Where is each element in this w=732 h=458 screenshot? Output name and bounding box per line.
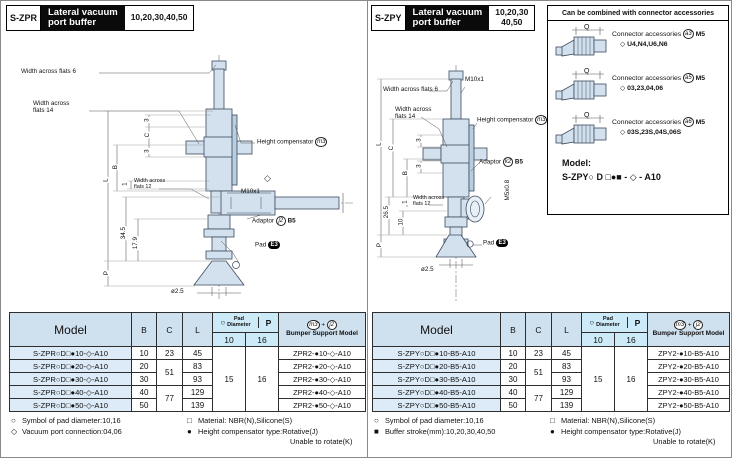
series-title-line1: Lateral vacuum (412, 6, 483, 18)
accessory-codes: 03S,23S,04S,06S (627, 128, 682, 136)
header-szpy (371, 5, 535, 31)
dim-C: C (388, 145, 396, 151)
series-sizes-line2: 40,50 (501, 17, 523, 27)
dim-1: 1 (401, 200, 409, 204)
p10-cell: 15 (213, 347, 246, 412)
series-code: S-ZPR (6, 5, 41, 31)
dim-P: P (375, 243, 383, 248)
note-text: Height compensator type:Rotative(J) (198, 426, 318, 436)
accessory-text (612, 23, 705, 50)
szpr-drawing (9, 49, 366, 307)
flats12-line2: flats 12 (134, 183, 152, 190)
accessory-label: Connector accessories (612, 30, 682, 38)
note-symbol: ○ (11, 416, 16, 425)
connector-fitting-drawing (554, 111, 612, 151)
note-symbol: ● (187, 426, 192, 436)
vacuum-port-symbol: ◇ (264, 173, 271, 183)
col-header-pad-diameter (213, 313, 279, 333)
p10-cell: 15 (582, 347, 615, 412)
series-title-line1: Lateral vacuum (48, 6, 118, 18)
dim-3a: 3 (415, 138, 423, 142)
accessory-item (548, 21, 728, 65)
ref-k2: k2 (504, 159, 512, 165)
ref-a6: a6 (685, 119, 692, 125)
pad-label (483, 239, 508, 248)
model-label: Model: (562, 158, 591, 168)
col-header-l: L (552, 313, 582, 347)
accessory-codes: 03,23,04,06 (627, 84, 664, 92)
note-text: Material: NBR(N),Silicone(S) (561, 416, 656, 425)
ref-j2: j2 (327, 320, 337, 330)
col-header-model: Model (373, 313, 501, 347)
center-divider (367, 1, 368, 458)
col-header-d10: 10 (582, 333, 615, 347)
series-title-line2: port buffer (412, 17, 461, 28)
l-cell: 139 (183, 399, 213, 412)
table-row (10, 386, 366, 399)
footnote (187, 416, 365, 427)
ref-m3: m3 (675, 322, 685, 329)
accessory-label: Connector accessories (612, 74, 682, 82)
adaptor-code: B5 (287, 217, 296, 225)
model-cell: S-ZPR○D□●20-◇-A10 (10, 360, 132, 373)
plus-sign: + (321, 322, 325, 330)
bumper-cell: ZPR2-●30-◇-A10 (279, 373, 366, 386)
thread2-label: M5x0.8 (504, 179, 512, 201)
spec-table-szpy (372, 312, 729, 412)
ordering-model (548, 153, 728, 184)
note-symbol: ● (550, 426, 555, 436)
l-cell: 129 (552, 386, 582, 399)
ref-a5: a5 (685, 75, 692, 81)
series-title (406, 5, 490, 31)
note-symbol: ■ (374, 426, 379, 436)
bumper-cell: ZPR2-●20-◇-A10 (279, 360, 366, 373)
l-cell: 139 (552, 399, 582, 412)
accessory-text (612, 67, 705, 94)
col-header-c: C (157, 313, 183, 347)
diagram-szpy (369, 49, 546, 307)
table-row (10, 373, 366, 386)
badge-e3: E3 (496, 239, 508, 247)
dim-17-9: 17.9 (131, 237, 139, 250)
note-text: Buffer stroke(mm):10,20,30,40,50 (385, 426, 496, 436)
table-row (373, 347, 730, 360)
model-cell: S-ZPR○D□●30-◇-A10 (10, 373, 132, 386)
p16-cell: 16 (246, 347, 279, 412)
dim-3b: 3 (415, 164, 423, 168)
ref-m3: m3 (317, 139, 326, 145)
model-cell: S-ZPY○D□●10-B5-A10 (373, 347, 501, 360)
flats12-label (413, 196, 444, 208)
b-cell: 10 (501, 347, 526, 360)
bumper-cell: ZPY2-●10-B5-A10 (648, 347, 730, 360)
series-sizes-line1: 10,20,30 (495, 7, 529, 18)
dim-34-5: 34.5 (119, 227, 127, 240)
diamond-symbol: ◇ (620, 84, 626, 92)
note-text-continued: Unable to rotate(K) (290, 437, 353, 447)
note-text: Material: NBR(N),Silicone(S) (198, 416, 293, 425)
adaptor-label (479, 157, 523, 167)
dim-C: C (144, 132, 152, 138)
connector-fitting-drawing (554, 23, 612, 63)
ref-j2: j2 (276, 216, 286, 226)
col-header-bumper (279, 313, 366, 347)
ref-a3: a3 (685, 31, 692, 37)
accessories-box (547, 5, 729, 215)
flats12-label (134, 179, 165, 191)
flats12-line1: Width across (134, 178, 166, 184)
flats14-label (395, 107, 431, 121)
model-cell: S-ZPY○D□●50-B5-A10 (373, 399, 501, 412)
height-compensator-text: Height compensator (257, 138, 314, 146)
diamond-symbol: ◇ (620, 128, 626, 136)
note-text: Vacuum port connection:04,06 (22, 426, 122, 436)
pad-text: Pad (255, 241, 267, 249)
pad-header-line2: Diameter (596, 321, 620, 328)
pad-header-line2: Diameter (227, 321, 251, 328)
q-dim-label: Q (584, 24, 590, 31)
col-header-c: C (526, 313, 552, 347)
bumper-cell: ZPY2-●30-B5-A10 (648, 373, 730, 386)
b-cell: 20 (132, 360, 157, 373)
b-cell: 10 (132, 347, 157, 360)
b-cell: 50 (132, 399, 157, 412)
thread-label: M5 (695, 74, 706, 82)
footnote (550, 416, 729, 427)
flats14-label (33, 101, 69, 115)
height-compensator-label (257, 137, 327, 147)
bumper-header-text: Bumper Support Model (652, 330, 725, 338)
note-symbol: ○ (374, 416, 379, 425)
dim-B: B (111, 165, 119, 170)
col-header-b: B (132, 313, 157, 347)
col-header-b: B (501, 313, 526, 347)
pad-header-line1: Pad (233, 315, 244, 322)
c-cell: 23 (157, 347, 183, 360)
series-title-line2: port buffer (48, 17, 97, 28)
b-cell: 50 (501, 399, 526, 412)
accessory-item (548, 65, 728, 109)
l-cell: 45 (183, 347, 213, 360)
bumper-cell: ZPY2-●40-B5-A10 (648, 386, 730, 399)
l-cell: 93 (552, 373, 582, 386)
note-text-continued: Unable to rotate(K) (653, 437, 716, 447)
adaptor-label (252, 216, 296, 226)
series-sizes (125, 5, 195, 31)
table-row (373, 360, 730, 373)
col-header-p: P (627, 317, 647, 329)
thread-label: M5 (695, 30, 706, 38)
bumper-cell: ZPR2-●10-◇-A10 (279, 347, 366, 360)
note-symbol: ◇ (11, 426, 18, 436)
series-sizes-text: 10,20,30,40,50 (130, 12, 188, 23)
bumper-cell: ZPR2-●40-◇-A10 (279, 386, 366, 399)
pad-label (255, 241, 280, 250)
table-row (10, 399, 366, 412)
model-cell: S-ZPR○D□●10-◇-A10 (10, 347, 132, 360)
accessory-item (548, 109, 728, 153)
ref-m3: m3 (309, 322, 318, 329)
diagram-szpr (9, 49, 366, 307)
pad-header-line1: Pad (602, 315, 613, 322)
c-cell: 77 (157, 386, 183, 412)
b-cell: 30 (501, 373, 526, 386)
bumper-cell: ZPY2-●50-B5-A10 (648, 399, 730, 412)
thread-label: M10x1 (465, 76, 484, 83)
col-header-l: L (183, 313, 213, 347)
col-header-d16: 16 (246, 333, 279, 347)
l-cell: 129 (183, 386, 213, 399)
c-cell: 23 (526, 347, 552, 360)
model-cell: S-ZPY○D□●40-B5-A10 (373, 386, 501, 399)
accessory-text (612, 111, 705, 138)
ref-m3: m3 (537, 117, 546, 123)
pad-circle-symbol: ○ (589, 318, 595, 327)
series-sizes (489, 5, 535, 31)
flats14-line2: flats 14 (33, 106, 54, 114)
l-cell: 45 (552, 347, 582, 360)
pad-tip-diameter: ø2.5 (421, 266, 434, 273)
footnote (11, 427, 181, 438)
adaptor-text: Adaptor (479, 158, 502, 166)
plus-sign: + (687, 322, 692, 330)
q-dim-label: Q (584, 112, 590, 119)
note-text: Symbol of pad diameter:10,16 (22, 416, 121, 425)
col-header-model: Model (10, 313, 132, 347)
height-compensator-text: Height compensator (477, 116, 534, 124)
dim-1: 1 (121, 182, 129, 186)
dim-3a: 3 (143, 118, 151, 122)
l-cell: 83 (552, 360, 582, 373)
model-cell: S-ZPR○D□●50-◇-A10 (10, 399, 132, 412)
height-compensator-label (477, 115, 547, 125)
b-cell: 40 (501, 386, 526, 399)
c-cell: 77 (526, 386, 552, 412)
note-text: Symbol of pad diameter:10,16 (385, 416, 484, 425)
header-szpr (6, 5, 194, 31)
adaptor-code: B5 (514, 158, 523, 166)
p16-cell: 16 (615, 347, 648, 412)
adaptor-text: Adaptor (252, 217, 275, 225)
note-symbol: □ (550, 416, 555, 425)
dim-B: B (401, 171, 409, 176)
model-cell: S-ZPY○D□●30-B5-A10 (373, 373, 501, 386)
series-title (41, 5, 125, 31)
flats14-line1: Width across (395, 106, 432, 113)
table-row (10, 347, 366, 360)
footnote (550, 427, 729, 438)
model-cell: S-ZPY○D□●20-B5-A10 (373, 360, 501, 373)
flats6-label: Width across flats 6 (21, 68, 76, 75)
flats14-line2: flats 14 (395, 112, 416, 120)
dim-L: L (102, 178, 110, 182)
table-row (373, 399, 730, 412)
model-code: S-ZPY○ D □●■ - ◇ - A10 (562, 171, 661, 182)
b-cell: 30 (132, 373, 157, 386)
footnote (11, 416, 181, 427)
col-header-pad-diameter (582, 313, 648, 333)
model-cell: S-ZPR○D□●40-◇-A10 (10, 386, 132, 399)
c-cell: 51 (526, 360, 552, 386)
flats14-line1: Width across (33, 100, 70, 107)
connector-fitting-drawing (554, 67, 612, 107)
col-header-d16: 16 (615, 333, 648, 347)
ref-j2: j2 (693, 320, 703, 330)
pad-text: Pad (483, 239, 495, 247)
footnote (374, 427, 544, 438)
l-cell: 83 (183, 360, 213, 373)
footnote (374, 416, 544, 427)
diamond-symbol: ◇ (620, 40, 626, 48)
thread-label: M5 (695, 118, 706, 126)
c-cell: 51 (157, 360, 183, 386)
accessories-title: Can be combined with connector accessories (548, 6, 728, 21)
dim-26-5: 26.5 (382, 206, 390, 219)
thread-label: M10x1 (241, 188, 260, 195)
note-text: Height compensator type:Rotative(J) (561, 426, 681, 436)
col-header-bumper (648, 313, 730, 347)
col-header-d10: 10 (213, 333, 246, 347)
dim-P: P (102, 271, 110, 276)
accessory-codes: U4,N4,U6,N6 (627, 40, 668, 48)
badge-e3: E3 (268, 241, 280, 249)
table-row (373, 373, 730, 386)
flats12-line1: Width across (413, 195, 445, 201)
bumper-cell: ZPR2-●50-◇-A10 (279, 399, 366, 412)
table-row (373, 386, 730, 399)
accessory-label: Connector accessories (612, 118, 682, 126)
dim-3b: 3 (143, 149, 151, 153)
table-row (10, 360, 366, 373)
dim-L: L (375, 142, 383, 146)
dim-10: 10 (397, 218, 405, 226)
series-code: S-ZPY (371, 5, 406, 31)
pad-circle-symbol: ○ (220, 318, 226, 327)
b-cell: 40 (132, 386, 157, 399)
footnote (187, 427, 365, 438)
col-header-p: P (258, 317, 278, 329)
l-cell: 93 (183, 373, 213, 386)
flats6-label: Width across flats 6 (383, 86, 438, 93)
q-dim-label: Q (584, 68, 590, 75)
b-cell: 20 (501, 360, 526, 373)
note-symbol: □ (187, 416, 192, 425)
bumper-header-text: Bumper Support Model (286, 330, 358, 338)
pad-tip-diameter: ø2.5 (171, 288, 184, 295)
spec-table-szpr (9, 312, 365, 412)
bumper-cell: ZPY2-●20-B5-A10 (648, 360, 730, 373)
flats12-line2: flats 12 (413, 200, 431, 207)
